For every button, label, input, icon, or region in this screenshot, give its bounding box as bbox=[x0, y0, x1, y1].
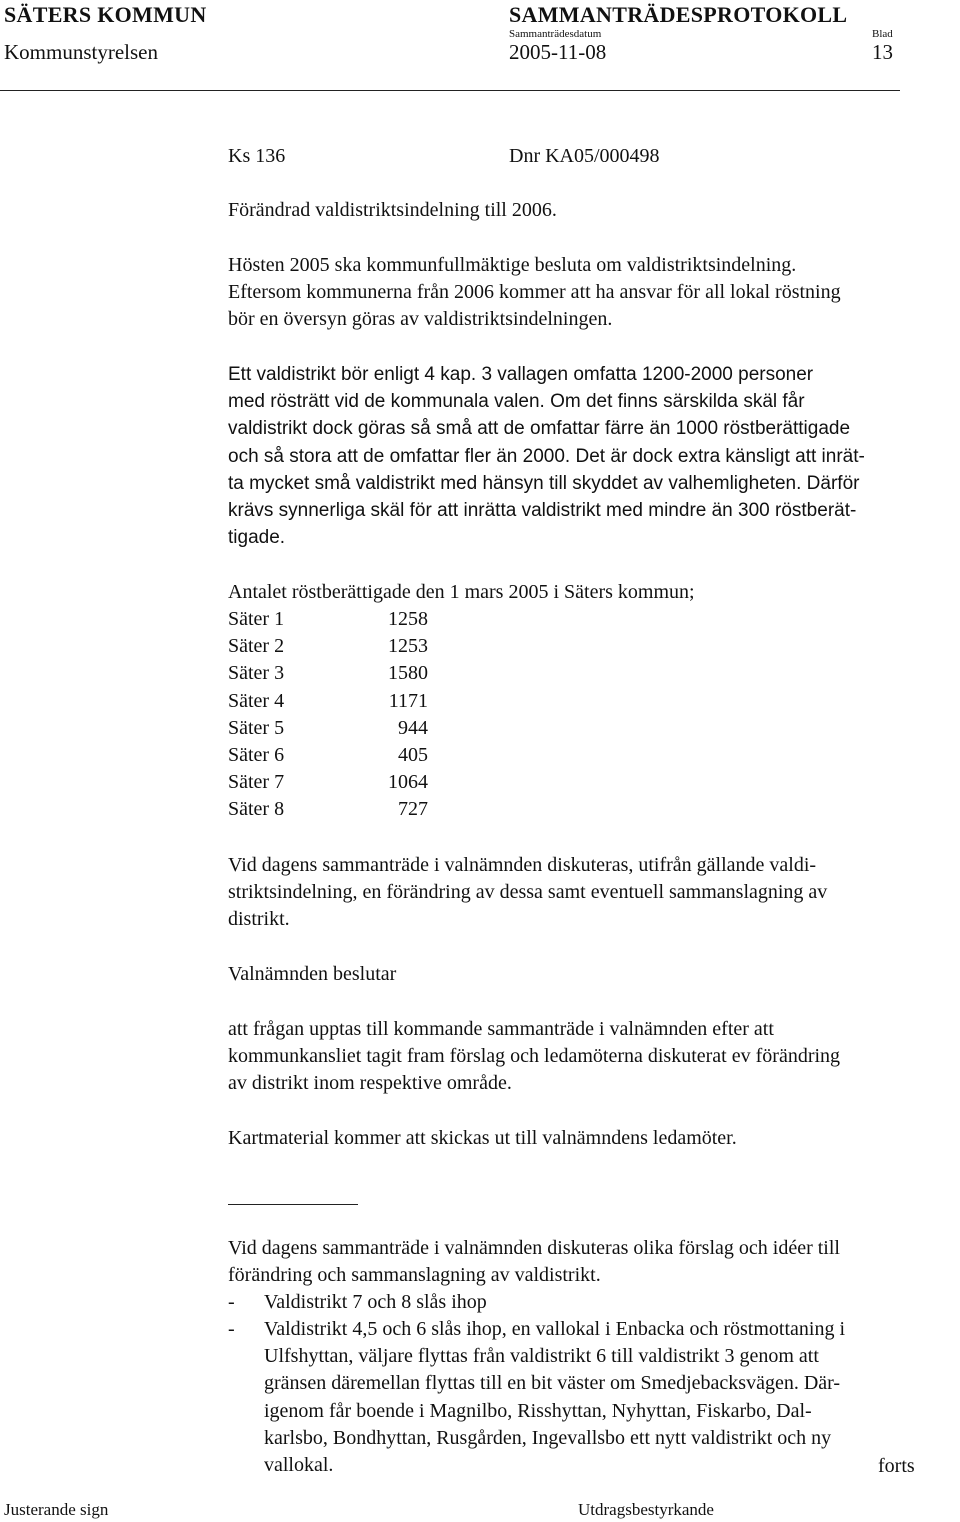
intro-line: Eftersom kommunerna från 2006 kommer att ha ansvar för all lokal röstning bbox=[228, 281, 841, 304]
voters-row: Säter 6 405 bbox=[228, 743, 428, 766]
case-number: Ks 136 bbox=[228, 145, 286, 167]
page-number: 13 bbox=[872, 40, 893, 64]
case-dnr: Dnr KA05/000498 bbox=[509, 145, 660, 167]
municipality-name: SÄTERS KOMMUN bbox=[4, 2, 207, 27]
bullet-line: Valdistrikt 7 och 8 slås ihop bbox=[264, 1291, 487, 1313]
discussion-line: distrikt. bbox=[228, 908, 290, 931]
proposal-bullet bbox=[228, 1316, 958, 1481]
voters-row: Säter 1 1258 bbox=[228, 608, 428, 630]
voters-table bbox=[228, 606, 428, 824]
voters-row: Säter 7 1064 bbox=[228, 771, 428, 794]
discussion-paragraph bbox=[228, 852, 958, 934]
bullet-line: Valdistrikt 4,5 och 6 slås ihop, en vallokal i Enbacka och röstmottaning i bbox=[264, 1318, 846, 1340]
voters-row: Säter 8 727 bbox=[228, 798, 428, 821]
decision-paragraph bbox=[228, 1016, 958, 1098]
decision-heading: Valnämnden beslutar bbox=[228, 963, 397, 985]
intro-paragraph bbox=[228, 252, 958, 334]
rules-line: tigade. bbox=[228, 527, 286, 549]
rules-line: Ett valdistrikt bör enligt 4 kap. 3 vallagen omfatta 1200-2000 personer bbox=[228, 364, 814, 385]
rules-line: krävs synnerliga skäl för att inrätta valdistrikt med mindre än 300 röstberät- bbox=[228, 500, 857, 522]
intro-line: bör en översyn göras av valdistriktsindelningen. bbox=[228, 308, 613, 331]
footer-justerande-sign: Justerande sign bbox=[4, 1500, 109, 1519]
intro-line: Hösten 2005 ska kommunfullmäktige besluta om valdistriktsindelning. bbox=[228, 254, 797, 276]
discussion-line: Vid dagens sammanträde i valnämnden diskuteras, utifrån gällande valdi- bbox=[228, 854, 817, 876]
committee-name: Kommunstyrelsen bbox=[4, 40, 158, 64]
voters-row: Säter 2 1253 bbox=[228, 635, 428, 658]
meeting-date: 2005-11-08 bbox=[509, 40, 607, 64]
rules-paragraph bbox=[228, 361, 958, 551]
voters-row: Säter 3 1580 bbox=[228, 662, 428, 685]
rules-line: med rösträtt vid de kommunala valen. Om det finns särskilda skäl får bbox=[228, 391, 805, 413]
voters-row: Säter 5 944 bbox=[228, 716, 428, 739]
continued-marker: forts bbox=[878, 1455, 915, 1477]
proposals-line: Vid dagens sammanträde i valnämnden diskuteras olika förslag och idéer till bbox=[228, 1237, 840, 1259]
maps-note: Kartmaterial kommer att skickas ut till valnämndens ledamöter. bbox=[228, 1127, 737, 1149]
voters-row: Säter 4 1171 bbox=[228, 689, 428, 712]
bullet-line: karlsbo, Bondhyttan, Rusgården, Ingevallsbo ett nytt valdistrikt och ny bbox=[264, 1426, 832, 1449]
decision-line: av distrikt inom respektive område. bbox=[228, 1072, 512, 1095]
bullet-line: Ulfshyttan, väljare flyttas från valdistrikt 6 till valdistrikt 3 genom att bbox=[264, 1345, 819, 1368]
proposals-paragraph bbox=[228, 1235, 958, 1289]
bullet-line: vallokal. bbox=[264, 1454, 334, 1477]
proposals-line: förändring och sammanslagning av valdistrikt. bbox=[228, 1264, 601, 1287]
page-label: Blad bbox=[872, 28, 893, 40]
section-separator bbox=[228, 1204, 358, 1205]
proposal-bullet bbox=[228, 1289, 958, 1317]
decision-line: kommunkansliet tagit fram förslag och ledamöterna diskuterat ev förändring bbox=[228, 1045, 841, 1068]
header-rule bbox=[0, 90, 900, 91]
decision-line: att frågan upptas till kommande sammanträde i valnämnden efter att bbox=[228, 1018, 774, 1040]
bullet-dash: - bbox=[228, 1318, 235, 1340]
footer-utdragsbestyrkande: Utdragsbestyrkande bbox=[578, 1500, 714, 1519]
case-title: Förändrad valdistriktsindelning till 2006. bbox=[228, 199, 557, 221]
discussion-line: striktsindelning, en förändring av dessa samt eventuell sammanslagning av bbox=[228, 881, 828, 904]
rules-line: valdistrikt dock göras så små att de omfattar färre än 1000 röstberättigade bbox=[228, 418, 851, 440]
voters-heading: Antalet röstberättigade den 1 mars 2005 i Säters kommun; bbox=[228, 581, 695, 603]
document-type: SAMMANTRÄDESPROTOKOLL bbox=[509, 2, 848, 27]
bullet-line: gränsen däremellan flyttas till en bit väster om Smedjebacksvägen. Där- bbox=[264, 1372, 841, 1395]
rules-line: ta mycket små valdistrikt med hänsyn till skyddet av valhemligheten. Därför bbox=[228, 472, 860, 494]
rules-line: och så stora att de omfattar fler än 2000. Det är dock extra känsligt att inrät- bbox=[228, 445, 865, 467]
bullet-line: igenom får boende i Magnilbo, Risshyttan, Nyhyttan, Fiskarbo, Dal- bbox=[264, 1399, 812, 1422]
bullet-dash: - bbox=[228, 1291, 235, 1313]
date-label: Sammanträdesdatum bbox=[509, 28, 602, 40]
